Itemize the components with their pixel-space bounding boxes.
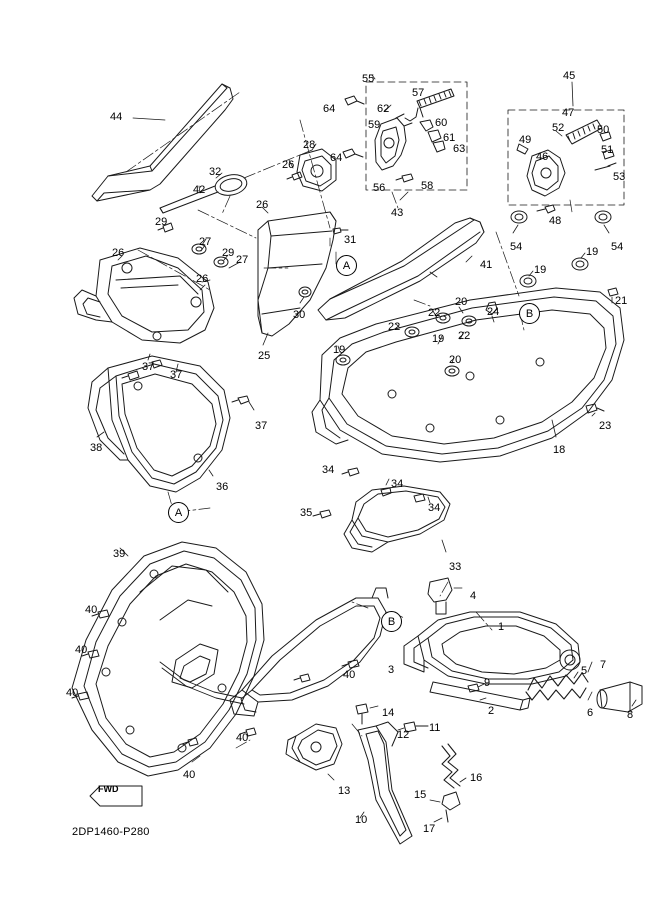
callout-21: 21 — [615, 295, 628, 307]
callout-51: 51 — [601, 144, 614, 156]
callout-29a: 29 — [155, 216, 168, 228]
callout-34c: 34 — [428, 502, 441, 514]
callout-14: 14 — [382, 707, 395, 719]
callout-58: 58 — [421, 180, 434, 192]
callout-10: 10 — [355, 814, 368, 826]
callout-33: 33 — [449, 561, 462, 573]
group-label-b2: B — [381, 611, 402, 632]
callout-19a: 19 — [586, 246, 599, 258]
callout-54a: 54 — [510, 241, 523, 253]
callout-40f: 40 — [183, 769, 196, 781]
callout-34b: 34 — [391, 478, 404, 490]
callout-24: 24 — [487, 306, 500, 318]
callout-2: 2 — [488, 705, 495, 717]
callout-32: 32 — [209, 166, 222, 178]
callout-22a: 22 — [428, 307, 441, 319]
callout-64b: 64 — [330, 152, 343, 164]
callout-61: 61 — [443, 132, 456, 144]
callout-30: 30 — [293, 309, 306, 321]
callout-53: 53 — [613, 171, 626, 183]
callout-19c: 19 — [432, 333, 445, 345]
callout-29b: 29 — [222, 247, 235, 259]
callout-40a: 40 — [85, 604, 98, 616]
callout-19b: 19 — [534, 264, 547, 276]
callout-37a: 37 — [142, 361, 155, 373]
callout-40d: 40 — [66, 687, 79, 699]
callout-1: 1 — [498, 621, 505, 633]
callout-31: 31 — [344, 234, 357, 246]
callout-47: 47 — [562, 107, 575, 119]
callout-26a: 26 — [282, 159, 295, 171]
callout-64a: 64 — [323, 103, 336, 115]
callout-8: 8 — [627, 709, 634, 721]
callout-41: 41 — [480, 259, 493, 271]
callout-26b: 26 — [256, 199, 269, 211]
callout-27a: 27 — [199, 236, 212, 248]
callout-7: 7 — [600, 659, 607, 671]
callout-27b: 27 — [236, 254, 249, 266]
group-label-a2: A — [168, 502, 189, 523]
callout-44: 44 — [110, 111, 123, 123]
callout-45: 45 — [563, 70, 576, 82]
callout-6: 6 — [587, 707, 594, 719]
callout-48: 48 — [549, 215, 562, 227]
callout-43: 43 — [391, 207, 404, 219]
callout-20b: 20 — [449, 354, 462, 366]
callout-34a: 34 — [322, 464, 335, 476]
group-label-b1: B — [519, 303, 540, 324]
callout-16: 16 — [470, 772, 483, 784]
callout-36: 36 — [216, 481, 229, 493]
callout-40c: 40 — [343, 669, 356, 681]
callout-15: 15 — [414, 789, 427, 801]
callout-42: 42 — [193, 184, 206, 196]
callout-22c: 22 — [458, 330, 471, 342]
callout-60: 60 — [435, 117, 448, 129]
callout-19d: 19 — [333, 344, 346, 356]
callout-50: 50 — [597, 124, 610, 136]
callout-52: 52 — [552, 122, 565, 134]
callout-56: 56 — [373, 182, 386, 194]
callout-39: 39 — [113, 548, 126, 560]
callout-28: 28 — [303, 139, 316, 151]
callout-59: 59 — [368, 119, 381, 131]
callout-63: 63 — [453, 143, 466, 155]
callout-4: 4 — [470, 590, 477, 602]
callout-20a: 20 — [455, 296, 468, 308]
callout-35: 35 — [300, 507, 313, 519]
callout-22b: 22 — [388, 321, 401, 333]
callout-49: 49 — [519, 134, 532, 146]
callout-26d: 26 — [196, 273, 209, 285]
callout-38: 38 — [90, 442, 103, 454]
part-diagram-code: 2DP1460-P280 — [72, 826, 150, 838]
callout-57: 57 — [412, 87, 425, 99]
callout-3: 3 — [388, 664, 395, 676]
callout-13: 13 — [338, 785, 351, 797]
callout-26c: 26 — [112, 247, 125, 259]
callout-54b: 54 — [611, 241, 624, 253]
callout-5: 5 — [581, 665, 588, 677]
callout-17: 17 — [423, 823, 436, 835]
callout-62: 62 — [377, 103, 390, 115]
group-label-a1: A — [336, 255, 357, 276]
callout-55: 55 — [362, 73, 375, 85]
callout-40e: 40 — [236, 732, 249, 744]
callout-40b: 40 — [75, 644, 88, 656]
callout-37c: 37 — [255, 420, 268, 432]
fwd-direction-label: FWD — [98, 784, 119, 794]
callout-23: 23 — [599, 420, 612, 432]
callout-25: 25 — [258, 350, 271, 362]
callout-37b: 37 — [170, 369, 183, 381]
callout-46: 46 — [536, 151, 549, 163]
callout-9: 9 — [484, 677, 491, 689]
callout-18: 18 — [553, 444, 566, 456]
callout-12: 12 — [397, 729, 410, 741]
callout-11: 11 — [429, 722, 441, 734]
